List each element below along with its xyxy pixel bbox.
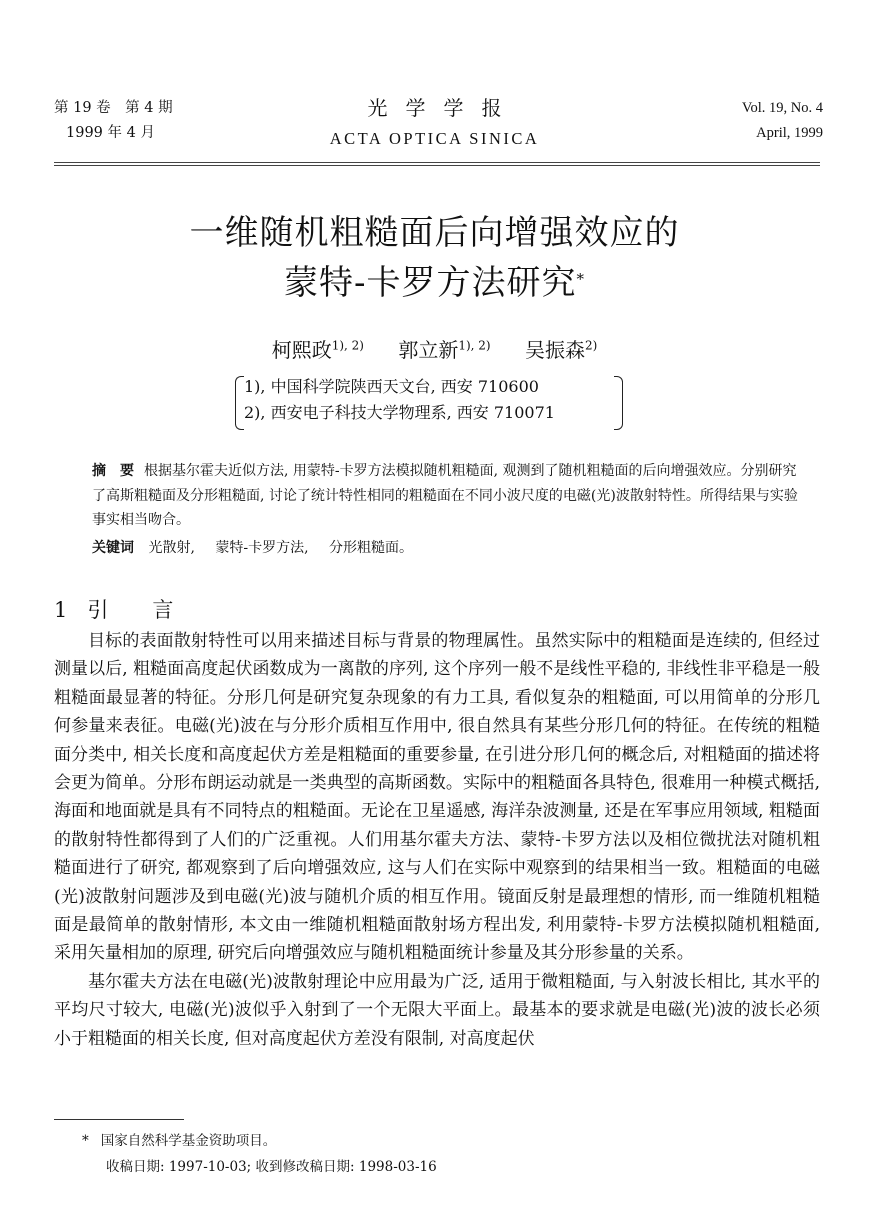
affiliation: 2), 西安电子科技大学物理系, 西安 710071 (244, 403, 555, 422)
section-title: 引言 (87, 598, 218, 622)
author (525, 338, 597, 362)
footnote-mark: * (82, 1133, 89, 1149)
author-affiliation-mark: 2) (584, 338, 598, 353)
issue-number: 第 19 卷 第 4 期 (54, 100, 173, 116)
footnote-rule (54, 1119, 184, 1120)
keyword: 蒙特-卡罗方法, (215, 540, 309, 556)
affiliation: 1), 中国科学院陕西天文台, 西安 710600 (244, 377, 539, 396)
header-rule-top (54, 162, 820, 163)
abstract-text: 根据基尔霍夫近似方法, 用蒙特-卡罗方法模拟随机粗糙面, 观测到了随机粗糙面的后向增强效应。分别研究了高斯粗糙面及分形粗糙面, 讨论了统计特性相同的粗糙面在不同小波尺度的电磁(光)波散射特性。所得结果与实验事实相当吻合。 (92, 463, 798, 528)
paper-title (0, 208, 869, 308)
author-list (0, 334, 869, 363)
journal-name (0, 92, 869, 149)
volume-number: Vol. 19, No. 4 (741, 100, 823, 116)
paragraph: 目标的表面散射特性可以用来描述目标与背景的物理属性。虽然实际中的粗糙面是连续的, 但经过测量以后, 粗糙面高度起伏函数成为一离散的序列, 这个序列一般不是线性平稳的, 非线性非平稳是一般粗糙面最显著的特征。分形几何是研究复杂现象的有力工具, 看似复杂的粗糙面, 可以用简单的分形几何参量来表征。电磁(光)波在与分形介质相互作用中, 很自然具有某些分形几何的特征。在传统的粗糙面分类中, 相关长度和高度起伏方差是粗糙面的重要参量, 在引进分形几何的概念后, 对粗糙面的描述将会更为简单。分形布朗运动就是一类典型的高斯函数。实际中的粗糙面各具特色, 很难用一种模式概括, 海面和地面就是具有不同特点的粗糙面。无论在卫星遥感, 海洋杂波测量, 还是在军事应用领域, 粗糙面的散射特性都得到了人们的广泛重视。人们用基尔霍夫方法、蒙特-卡罗方法以及相位微扰法对随机粗糙面进行了研究, 都观察到了后向增强效应, 这与人们在实际中观察到的结果相当一致。粗糙面的电磁(光)波散射问题涉及到电磁(光)波与随机介质的相互作用。镜面反射是最理想的情形, 而一维随机粗糙面是最简单的散射情形, 本文由一维随机粗糙面散射场方程出发, 利用蒙特-卡罗方法模拟随机粗糙面, 采用矢量相加的原理, 研究后向增强效应与随机粗糙面统计参量及其分形参量的关系。 (54, 631, 820, 964)
body-text (54, 627, 820, 1053)
author (272, 338, 364, 362)
header-rule-bottom (54, 165, 820, 166)
title-line-1: 一维随机粗糙面后向增强效应的 (189, 213, 680, 253)
journal-name-en: ACTA OPTICA SINICA (329, 129, 540, 148)
author-name: 柯熙政 (271, 338, 332, 362)
author-affiliation-mark: 1), 2) (458, 338, 491, 353)
footnote-dates: 收稿日期: 1997-10-03; 收到修改稿日期: 1998-03-16 (106, 1159, 437, 1175)
title-footnote-mark: * (576, 270, 585, 288)
section-heading (54, 594, 217, 624)
issue-date-cn: 1999 年 4 月 (66, 125, 155, 141)
volume-info (742, 96, 823, 146)
author (398, 338, 490, 362)
keywords (92, 536, 798, 560)
footnotes (82, 1128, 437, 1180)
author-affiliation-mark: 1), 2) (331, 338, 364, 353)
author-name: 吴振森 (524, 338, 585, 362)
keyword: 光散射, (148, 540, 195, 556)
affiliation-bracket-right (614, 376, 623, 430)
title-line-2 (0, 258, 869, 308)
author-name: 郭立新 (398, 338, 459, 362)
abstract (92, 459, 798, 533)
keyword: 分形粗糙面。 (329, 540, 413, 556)
keywords-label: 关键词 (92, 540, 134, 556)
abstract-label: 摘 要 (92, 463, 134, 479)
affiliation-bracket-left (235, 376, 244, 430)
footnote-funding-text: 国家自然科学基金资助项目。 (100, 1133, 277, 1149)
section-number: 1 (54, 598, 68, 622)
paragraph: 基尔霍夫方法在电磁(光)波散射理论中应用最为广泛, 适用于微粗糙面, 与入射波长相比, 其水平的平均尺寸较大, 电磁(光)波似乎入射到了一个无限大平面上。最基本的要求就是电磁(光)波的波长必须小于粗糙面的相关长度, 但对高度起伏方差没有限制, 对高度起伏 (54, 971, 820, 1049)
footnote-funding (82, 1128, 437, 1154)
journal-name-cn: 光学学报 (367, 96, 520, 120)
affiliation-list (244, 374, 555, 426)
title-line-2-text: 蒙特-卡罗方法研究 (284, 263, 577, 303)
issue-date-en: April, 1999 (756, 125, 823, 141)
